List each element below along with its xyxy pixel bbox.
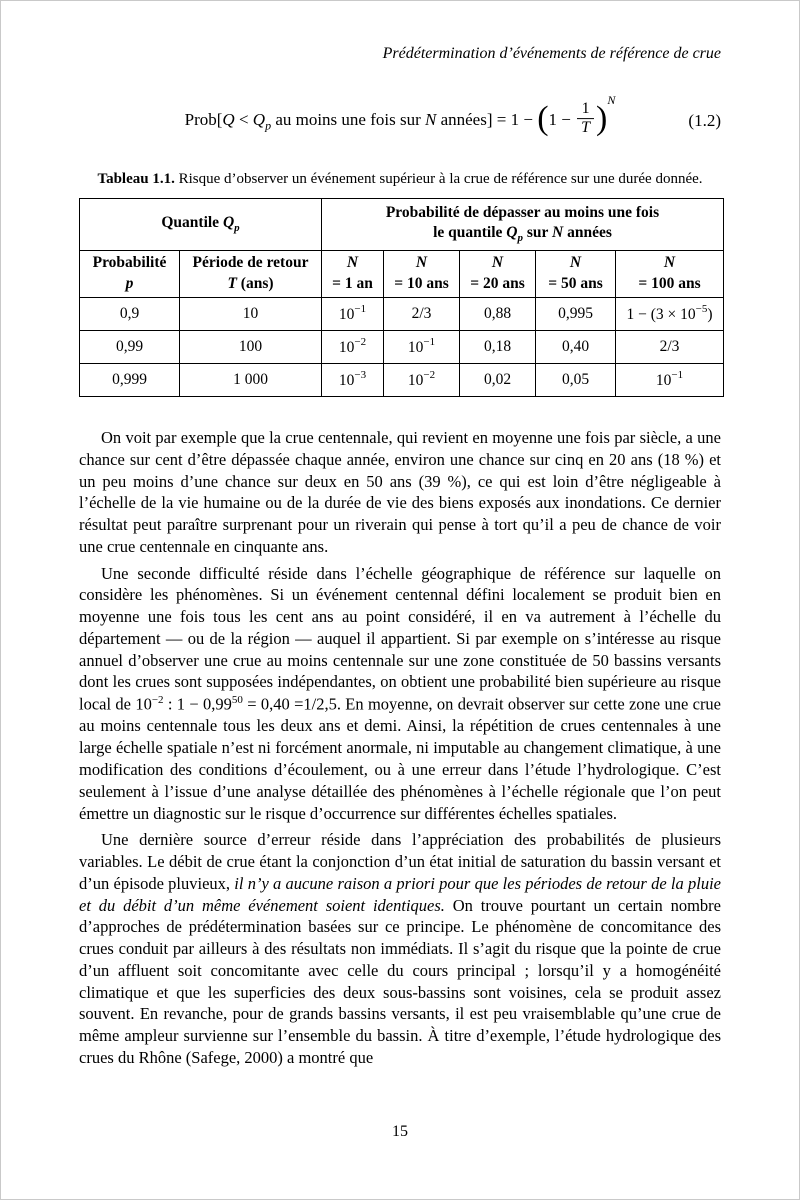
equation-number: (1.2) — [688, 111, 721, 130]
fraction-denominator — [577, 120, 594, 138]
var-N: N — [663, 254, 676, 272]
table-cell: $10^{-1}$ — [384, 331, 460, 364]
header-quantile — [80, 199, 322, 251]
var-Q: Q — [506, 224, 518, 242]
column-header-n-100ans: N = 100 ans — [616, 251, 724, 298]
header-probability-line2c: années — [563, 224, 612, 242]
table-cell: 0,05 — [536, 364, 616, 397]
eq-inner: 1 − — [548, 109, 576, 129]
header-probability-line1: Probabilité de dépasser au moins une fois — [385, 203, 660, 221]
table-cell: 0,9 — [80, 298, 180, 331]
eq-lt: < — [234, 109, 253, 129]
equation-1-2 — [79, 93, 721, 140]
power-exponent: −2 — [151, 694, 164, 707]
paragraph-3-text-b: On trouve pourtant un certain nombre d’approches de prédétermination basées sur ce principe. Le phénomène de concomitance des crues conduit par ailleurs à des résultats non immédiats. Il s’agit du risque que la pointe de crue d’un affluent soit concomitante avec celle du cours principal ; lorsqu’il y a homogénéité climatique et que les superficies des deux sous-bassins sont voisines, cela se produit assez souvent. En revanche, pour de grands bassins versants, il est peu vraisemblable qu’une crue de même ampleur survienne sur l’ensemble du bassin. À titre d’exemple, l’étude hydrologique des crues du Rhône (Safege, 2000) a montré que — [79, 895, 721, 1067]
var-N: N — [569, 254, 582, 272]
power-base: 10 — [135, 694, 152, 714]
column-header-n-20ans: N = 20 ans — [460, 251, 536, 298]
table-header-row-1 — [80, 199, 724, 251]
table-cell: 10 — [180, 298, 322, 331]
eq-mid-text: au moins une fois sur — [271, 109, 425, 129]
column-header-probabilite: Probabilité p — [80, 251, 180, 298]
table-cell: $10^{-1}$ — [322, 298, 384, 331]
var-T: T — [581, 119, 591, 137]
body-text — [79, 427, 721, 1069]
header-quantile-label: Quantile — [161, 214, 223, 232]
table-header-row-2 — [80, 251, 724, 298]
paragraph-1-text: On voit par exemple que la crue centennale, qui revient en moyenne une fois par siècle, a une chance sur cent d’être dépassée chaque année, environ une chance sur cinq en 20 ans (18 %) et un peu moins d’une chance sur deux en 50 ans (39 %), ce qui est loin d’être négligeable à l’échelle de la vie humaine ou de la durée de vie des biens exposés aux inondations. Ce dernier résultat peut paraître surprenant pour un riverain qui pense à tort qu’il a peu de chance de voir une crue centennale en cinquante ans. — [79, 428, 721, 556]
table-cell: 0,88 — [460, 298, 536, 331]
var-Qp-sub: p — [517, 232, 523, 245]
var-Qp-sub: p — [234, 222, 240, 235]
table-cell: $10^{-3}$ — [322, 364, 384, 397]
table-row — [80, 298, 724, 331]
page-number: 15 — [392, 1123, 408, 1140]
column-header-periode-retour: Période de retour T (ans) — [180, 251, 322, 298]
table-cell: 2/3 — [384, 298, 460, 331]
paragraph-2 — [79, 563, 721, 825]
var-Qp: Q — [252, 109, 266, 129]
paragraph-3-italic: il n’y a aucune raison a priori pour que les périodes de retour de la pluie et du débit d’un même événement soient identiques. — [79, 873, 721, 915]
table-cell: $10^{-2}$ — [322, 331, 384, 364]
fraction-1-over-T — [577, 100, 594, 138]
table-row — [80, 364, 724, 397]
paragraph-3-text-a: Une dernière source d’erreur réside dans l’appréciation des probabilités de plusieurs variables. Le débit de crue étant la conjonction d’un état initial de saturation du bassin versant et d’un épisode pluvieux, — [79, 830, 721, 893]
var-T: T — [227, 275, 237, 292]
open-paren: ( — [537, 99, 549, 137]
var-N: N — [346, 254, 359, 272]
table-cell: 0,40 — [536, 331, 616, 364]
paragraph-3 — [79, 829, 721, 1068]
header-probability — [322, 199, 724, 251]
running-head: Prédétermination d’événements de référence de crue — [382, 45, 721, 62]
eq-exponent-N: N — [607, 93, 616, 108]
var-N: N — [552, 224, 564, 242]
paragraph-2-text-a: Une seconde difficulté réside dans l’échelle géographique de référence sur laquelle on considère les phénomènes. Si un événement centennal défini localement se produit bien en moyenne une fois tous les cent ans au point considéré, il en va autrement à l’échelle du département — ou de la région — auquel il appartient. Si par exemple on s’intéresse au risque annuel d’observer une crue au moins centennale sur une zone constituée de 50 bassins versants dont les crues sont supposées indépendantes, on obtient une probabilité bien supérieure au risque local de — [79, 563, 721, 714]
table-caption — [79, 171, 721, 188]
var-Q: Q — [222, 109, 235, 129]
var-Qp-sub: p — [265, 118, 272, 133]
paragraph-1 — [79, 427, 721, 558]
header-probability-line2a: le quantile — [433, 224, 507, 242]
table-cell: 0,02 — [460, 364, 536, 397]
table-cell: $10^{-2}$ — [384, 364, 460, 397]
table-cell: 0,99 — [80, 331, 180, 364]
table-cell: 0,999 — [80, 364, 180, 397]
fraction-numerator: 1 — [577, 100, 594, 119]
table-cell: 0,995 — [536, 298, 616, 331]
table-row — [80, 331, 724, 364]
table-cell: 1 000 — [180, 364, 322, 397]
column-header-n-1an: N = 1 an — [322, 251, 384, 298]
table-caption-label: Tableau 1.1. — [97, 171, 175, 187]
equation-block — [79, 93, 721, 149]
table-cell: 2/3 — [616, 331, 724, 364]
var-N: N — [491, 254, 504, 272]
power-exponent: 50 — [231, 694, 243, 707]
table-cell: $1 - (3 \times 10^{-5})$ — [616, 298, 724, 331]
header-probability-line2b: sur — [523, 224, 553, 242]
table-cell: 0,18 — [460, 331, 536, 364]
reference-table — [79, 198, 724, 397]
table-cell: $10^{-1}$ — [616, 364, 724, 397]
paragraph-2-text-b: : 1 − 0,99 — [163, 694, 232, 714]
paragraph-2-text-c: = 0,40 =1/2,5. En moyenne, on devrait observer sur cette zone une crue au moins centennale tous les deux ans et demi. Ainsi, la répétition de crues centennales à une large échelle spatiale n’est ni forcément anormale, ni imputable au changement climatique, à une modification des conditions d’écoulement, ou à une erreur dans l’étude l’hydrologique. C’est seulement à l’issue d’une analyse détaillée des phénomènes à l’échelle régionale que l’on peut émettre un diagnostic sur le risque d’occurrence sur différentes échelles spatiales. — [79, 694, 722, 823]
var-p: p — [125, 275, 134, 292]
var-N: N — [415, 254, 428, 272]
close-paren: ) — [596, 99, 608, 137]
column-header-n-10ans: N = 10 ans — [384, 251, 460, 298]
column-header-n-50ans: N = 50 ans — [536, 251, 616, 298]
table-cell: 100 — [180, 331, 322, 364]
var-Q: Q — [222, 214, 235, 232]
var-N: N — [425, 109, 437, 129]
eq-tail-text: années] = 1 − — [436, 109, 538, 129]
table-caption-text: Risque d’observer un événement supérieur à la crue de référence sur une durée donnée. — [174, 171, 703, 187]
eq-prob: Prob[ — [184, 109, 223, 129]
